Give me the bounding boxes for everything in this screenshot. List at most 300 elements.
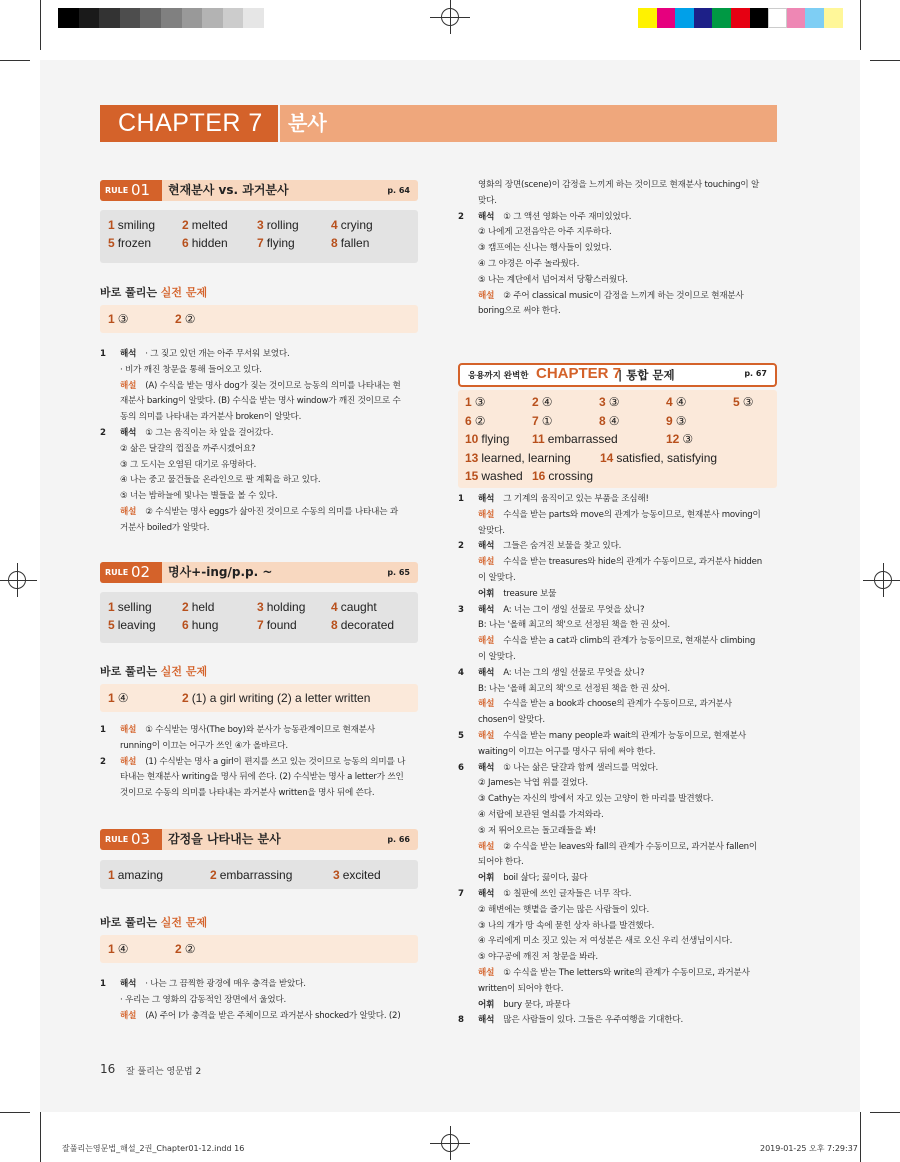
line-text	[478, 824, 596, 839]
integrated-answer-box	[458, 390, 777, 488]
line-body: running이 이끄는 어구가 쓰인 ④가 올바르다.	[120, 740, 288, 751]
answer-text: ③	[742, 395, 754, 409]
line-tag: 해석	[478, 889, 495, 899]
answer-number: 2	[182, 691, 189, 705]
answer-number: 10	[465, 432, 479, 446]
line-text	[478, 225, 612, 240]
answer-text: washed	[481, 469, 523, 483]
answer-text: ④	[541, 395, 553, 409]
practice-answer-box	[100, 305, 418, 333]
line-body: A: 너는 그이 생일 선물로 무엇을 샀니?	[503, 604, 645, 615]
answer-number: 4	[331, 218, 338, 232]
line-text	[120, 379, 401, 394]
line-text	[120, 473, 320, 488]
answer-number: 5	[733, 395, 740, 409]
line-text	[120, 786, 374, 801]
line-text	[478, 871, 587, 886]
answer-item	[182, 598, 214, 616]
line-text	[120, 410, 301, 425]
practice-heading-highlight: 실전 문제	[160, 286, 208, 299]
line-body: · 비가 깨진 창문을 통해 들어오고 있다.	[120, 364, 262, 375]
line-text	[120, 977, 306, 992]
line-tag: 해석	[478, 494, 495, 504]
answer-item	[108, 598, 152, 616]
crop-mark	[860, 0, 861, 50]
answer-text: selling	[117, 600, 152, 614]
practice-answer	[175, 940, 195, 958]
answer-number: 9	[666, 413, 673, 428]
line-tag: 해석	[478, 541, 495, 552]
answer-text: flying	[481, 432, 510, 446]
answer-item	[182, 234, 228, 252]
line-body: A: 너는 그의 생일 선물로 무엇을 샀니?	[503, 667, 645, 678]
line-body: 맞다.	[478, 195, 497, 206]
line-body: 재분사 barking이 알맞다. (B) 수식을 받는 명사 window가 깨진 것이므로 수	[120, 396, 401, 407]
line-text	[478, 697, 732, 712]
answer-text: found	[266, 618, 297, 632]
line-tag: 해설	[120, 756, 137, 767]
line-text	[478, 571, 515, 586]
line-text	[478, 539, 621, 554]
item-number: 3	[458, 604, 464, 615]
answer-number: 11	[532, 432, 545, 446]
answer-number: 1	[108, 691, 115, 705]
answer-number: 12	[666, 432, 680, 446]
line-body: (A) 주어 I가 충격을 받은 주체이므로 과거분사 shocked가 알맞다. (2)	[145, 1010, 401, 1021]
line-body: ① 그 액션 영화는 아주 재미있었다.	[503, 211, 632, 222]
gray-swatch	[140, 8, 161, 28]
line-body: ① 칠판에 쓰인 글자들은 너무 작다.	[503, 889, 632, 899]
answer-number: 1	[108, 218, 115, 232]
rule-tag-label: RULE	[105, 186, 129, 195]
gray-swatch	[58, 8, 79, 28]
line-text	[478, 178, 759, 193]
answer-item	[331, 234, 369, 252]
gray-swatch	[223, 8, 244, 28]
item-number: 5	[458, 731, 464, 741]
answer-number: 1	[108, 868, 115, 882]
answer-text: held	[191, 600, 215, 614]
line-tag: 해석	[120, 428, 137, 438]
line-body: ③ 나의 개가 땅 속에 묻힌 상자 하나를 발견했다.	[478, 920, 655, 931]
line-body: ⑤ 저 뛰어오르는 돌고래들을 봐!	[478, 825, 597, 836]
line-tag: 해석	[478, 667, 495, 678]
line-body: ⑤ 나는 계단에서 넘어져서 당황스러웠다.	[478, 274, 628, 285]
integrated-chapter: CHAPTER 7	[536, 365, 622, 382]
line-text	[120, 521, 209, 536]
answer-number: 7	[532, 413, 539, 428]
answer-item	[257, 234, 295, 252]
line-tag: 해설	[478, 557, 495, 568]
line-body: ② James는 낙엽 위를 걸었다.	[478, 778, 588, 789]
color-swatch	[768, 8, 787, 28]
answer-number: 2	[182, 218, 189, 232]
answer-item	[257, 616, 297, 634]
answer-number: 1	[108, 312, 115, 326]
rule-page-ref: p. 66	[387, 835, 410, 844]
line-body: (1) 수식받는 명사 a girl이 편지를 쓰고 있는 것이므로 능동의 의미를 나	[145, 756, 406, 767]
color-swatch	[638, 8, 657, 28]
answer-item	[257, 598, 305, 616]
item-number: 7	[458, 889, 464, 899]
answer-text: hung	[191, 618, 219, 632]
answer-item	[331, 616, 394, 634]
line-text	[478, 729, 746, 744]
registration-line	[430, 1143, 470, 1144]
answer-item	[108, 234, 151, 252]
line-text	[478, 998, 570, 1013]
line-tag: 해설	[478, 731, 495, 741]
line-body: 많은 사람들이 있다. 그들은 우주여행을 기대한다.	[503, 1015, 683, 1026]
rule-number: 01	[131, 181, 151, 199]
practice-heading	[100, 284, 207, 300]
crop-mark	[870, 60, 900, 61]
line-body: ① 수식받는 명사(The boy)와 분사가 능동관계이므로 현재분사	[145, 725, 375, 735]
answer-text: embarrassed	[547, 432, 618, 446]
answer-number: 3	[257, 218, 264, 232]
answer-text: ②	[474, 413, 486, 428]
integrated-answer	[465, 449, 571, 467]
practice-heading	[100, 914, 207, 930]
line-text	[478, 840, 757, 855]
line-text	[478, 634, 755, 649]
line-body: ④ 서랍에 보관된 열쇠를 가져와라.	[478, 810, 604, 820]
integrated-answer	[532, 412, 552, 430]
line-text	[478, 903, 649, 918]
line-body: 수식을 받는 a cat과 climb의 관계가 능동이므로, 현재분사 climbing	[503, 636, 756, 647]
answer-text: ③	[474, 395, 486, 409]
integrated-page: p. 67	[744, 369, 767, 378]
answer-text: fallen	[340, 236, 370, 250]
answer-text: ④	[675, 395, 687, 409]
answer-text: ④	[117, 942, 129, 956]
line-body: 것이므로 수동의 의미를 나타내는 과거분사 written을 명사 뒤에 쓴다.	[120, 788, 375, 799]
answer-text: ①	[541, 413, 553, 428]
line-body: bury 묻다, 파묻다	[503, 999, 571, 1010]
item-number: 1	[100, 979, 106, 989]
answer-item	[108, 866, 163, 884]
line-text	[478, 792, 713, 807]
crop-mark	[0, 60, 30, 61]
line-body: 거분사 boiled가 알맞다.	[120, 522, 210, 533]
line-tag: 해설	[478, 290, 495, 301]
crop-mark	[870, 1112, 900, 1113]
line-body: ② 수식을 받는 leaves와 fall의 관계가 수동이므로, 과거분사 fallen이	[503, 841, 757, 852]
answer-item	[333, 866, 381, 884]
line-text	[120, 442, 255, 457]
answer-number: 8	[331, 618, 338, 632]
item-number: 2	[458, 211, 464, 222]
line-tag: 해설	[478, 699, 495, 710]
answer-text: crossing	[548, 469, 594, 483]
line-tag: 해설	[120, 1010, 137, 1021]
gray-swatch	[120, 8, 141, 28]
integrated-title: | 통합 문제	[618, 368, 675, 382]
color-swatch	[675, 8, 694, 28]
answer-number: 16	[532, 469, 546, 483]
color-swatch	[787, 8, 806, 28]
line-body: treasure 보물	[503, 588, 557, 599]
answer-text: satisfied, satisfying	[616, 450, 718, 465]
line-text	[478, 618, 670, 633]
line-tag: 해설	[478, 968, 495, 978]
line-text	[478, 650, 515, 665]
integrated-answer	[465, 430, 509, 448]
answer-text: ③	[117, 312, 129, 326]
line-tag: 해석	[478, 1015, 495, 1026]
color-swatch	[694, 8, 713, 28]
rule-title: 현재분사 vs. 과거분사	[168, 183, 289, 197]
line-text	[478, 555, 762, 570]
line-text	[478, 257, 579, 272]
line-tag: 해설	[478, 509, 495, 520]
answer-text: flying	[266, 236, 295, 250]
line-body: ④ 나는 중고 물건들을 온라인으로 팔 계획을 하고 있다.	[120, 475, 321, 486]
line-body: ④ 우리에게 미소 짓고 있는 저 여성분은 새로 오신 우리 선생님이시다.	[478, 936, 733, 947]
line-tag: 어휘	[478, 873, 495, 884]
rule-page-ref: p. 64	[387, 186, 410, 195]
line-tag: 해설	[120, 380, 137, 391]
line-text	[120, 363, 262, 378]
gray-swatch	[243, 8, 264, 28]
answer-text: ②	[184, 942, 196, 956]
answer-box	[100, 860, 418, 889]
line-body: ⑤ 야구공에 깨진 저 창문을 봐라.	[478, 952, 598, 963]
line-body: 수식을 받는 parts와 move의 관계가 능동이므로, 현재분사 moving이	[503, 509, 761, 520]
line-tag: 해설	[478, 636, 495, 647]
line-body: 영화의 장면(scene)이 감정을 느끼게 하는 것이므로 현재분사 touching이 알	[478, 180, 760, 190]
integrated-answer	[666, 412, 686, 430]
registration-line	[863, 580, 900, 581]
rule-tag-label: RULE	[105, 835, 129, 844]
color-swatch	[657, 8, 676, 28]
rule-header	[100, 829, 418, 850]
line-text	[478, 745, 655, 760]
line-body: ② 나에게 고전음악은 아주 지루하다.	[478, 227, 612, 238]
answer-text: ③	[682, 432, 694, 446]
answer-text: crying	[340, 218, 373, 232]
answer-item	[182, 216, 228, 234]
line-body: ① 나는 삶은 달걀과 함께 샐러드를 먹었다.	[503, 762, 659, 773]
answer-number: 6	[465, 413, 472, 428]
line-tag: 해석	[120, 349, 137, 359]
integrated-answer	[532, 430, 618, 448]
line-text	[478, 966, 750, 981]
answer-item	[108, 616, 156, 634]
line-text	[478, 273, 628, 288]
line-text	[478, 950, 598, 965]
line-body: B: 나는 '올해 최고의 책'으로 선정된 책을 한 권 샀어.	[478, 620, 670, 631]
line-text	[120, 426, 273, 441]
chapter-title: 분사	[280, 105, 777, 142]
answer-number: 4	[331, 600, 338, 614]
line-body: ③ 그 도시는 오염된 대기로 유명하다.	[120, 459, 257, 470]
answer-text: hidden	[191, 236, 228, 250]
answer-text: melted	[191, 218, 228, 232]
integrated-answer	[532, 467, 593, 485]
line-tag: 해설	[120, 725, 137, 735]
line-text	[478, 508, 761, 523]
line-text	[478, 934, 732, 949]
line-tag: 어휘	[478, 999, 495, 1010]
rule-tag-label: RULE	[105, 568, 129, 577]
answer-text: embarrassing	[219, 868, 293, 882]
color-swatch	[750, 8, 769, 28]
line-text	[120, 723, 375, 738]
gray-swatch	[202, 8, 223, 28]
answer-item	[257, 216, 299, 234]
line-text	[120, 505, 398, 520]
line-text	[478, 1013, 683, 1028]
answer-number: 8	[599, 413, 606, 428]
line-body: 수식을 받는 many people과 wait의 관계가 능동이므로, 현재분사	[503, 731, 746, 741]
integrated-answer	[733, 393, 753, 411]
line-text	[120, 993, 286, 1008]
line-text	[478, 682, 670, 697]
registration-line	[430, 17, 470, 18]
answer-text: ③	[675, 413, 687, 428]
answer-text: rolling	[266, 218, 299, 232]
line-text	[478, 761, 658, 776]
answer-number: 2	[175, 312, 182, 326]
line-text	[120, 458, 256, 473]
print-timestamp: 2019-01-25 오후 7:29:37	[760, 1144, 858, 1153]
answer-number: 14	[600, 450, 614, 465]
practice-answer	[108, 940, 128, 958]
book-title: 잘 풀리는 영문법 2	[126, 1067, 202, 1077]
line-body: written이 되어야 한다.	[478, 983, 564, 994]
line-body: ② 삶은 달걀의 껍질을 까주시겠어요?	[120, 443, 256, 454]
answer-text: decorated	[340, 618, 395, 632]
practice-heading-highlight: 실전 문제	[160, 665, 208, 678]
line-body: 동의 의미를 나타내는 과거분사 broken이 알맞다.	[120, 412, 302, 423]
answer-number: 2	[210, 868, 217, 882]
crop-mark	[40, 0, 41, 50]
answer-text: leaving	[117, 618, 156, 632]
line-tag: 해석	[478, 604, 495, 615]
answer-number: 8	[331, 236, 338, 250]
answer-number: 1	[108, 942, 115, 956]
answer-number: 5	[108, 236, 115, 250]
rule-number: 02	[131, 563, 151, 581]
line-text	[478, 919, 654, 934]
practice-heading-prefix: 바로 풀리는	[100, 665, 161, 678]
item-number: 1	[100, 725, 106, 735]
answer-text: ②	[184, 312, 196, 326]
practice-answer	[108, 689, 128, 707]
integrated-answer	[599, 393, 619, 411]
crop-mark	[40, 1112, 41, 1162]
line-tag: 해설	[120, 507, 137, 517]
line-tag: 어휘	[478, 588, 495, 599]
item-number: 8	[458, 1015, 464, 1026]
rule-title: 명사+-ing/p.p. ~	[168, 565, 273, 579]
line-text	[120, 755, 405, 770]
practice-heading-prefix: 바로 풀리는	[100, 286, 161, 299]
line-tag: 해석	[478, 211, 495, 222]
integrated-answer	[666, 430, 693, 448]
line-text	[478, 982, 563, 997]
line-body: 수식을 받는 a book과 choose의 관계가 수동이므로, 과거분사	[503, 699, 732, 710]
line-text	[478, 808, 603, 823]
practice-answer	[182, 689, 370, 707]
line-text	[120, 489, 277, 504]
line-text	[478, 194, 497, 209]
answer-text: excited	[342, 868, 381, 882]
answer-text: caught	[340, 600, 377, 614]
answer-number: 5	[108, 618, 115, 632]
answer-number: 15	[465, 469, 479, 483]
answer-text: ④	[117, 691, 129, 705]
line-body: boil 삶다; 끓이다, 끓다	[503, 873, 588, 884]
line-body: 이 알맞다.	[478, 652, 516, 662]
answer-number: 4	[666, 395, 673, 409]
line-text	[120, 347, 290, 362]
practice-heading-prefix: 바로 풀리는	[100, 916, 161, 929]
line-text	[478, 304, 561, 319]
answer-item	[210, 866, 292, 884]
line-text	[478, 603, 644, 618]
integrated-answer	[465, 393, 485, 411]
item-number: 4	[458, 667, 464, 678]
line-body: 그 기계의 움직이고 있는 부품을 조심해!	[503, 494, 649, 504]
line-body: chosen이 알맞다.	[478, 715, 545, 726]
answer-item	[331, 216, 373, 234]
answer-number: 6	[182, 236, 189, 250]
answer-number: 7	[257, 236, 264, 250]
line-text	[478, 855, 524, 870]
crop-mark	[860, 1112, 861, 1162]
rule-header	[100, 180, 418, 201]
answer-number: 2	[182, 600, 189, 614]
line-body: ② 주어 classical music이 감정을 느끼게 하는 것이므로 현재분사	[503, 290, 744, 301]
answer-box	[100, 210, 418, 263]
integrated-answer	[600, 449, 717, 467]
answer-item	[108, 216, 155, 234]
item-number: 2	[458, 541, 464, 552]
answer-number: 2	[532, 395, 539, 409]
color-swatch	[824, 8, 843, 28]
item-number: 1	[100, 349, 106, 359]
answer-number: 1	[465, 395, 472, 409]
rule-header	[100, 562, 418, 583]
practice-answer	[175, 310, 195, 328]
item-number: 2	[100, 756, 106, 767]
registration-line	[0, 580, 37, 581]
line-tag: 해설	[478, 841, 495, 852]
line-tag: 해석	[478, 762, 495, 773]
integrated-answer	[465, 467, 523, 485]
line-text	[478, 713, 545, 728]
line-body: ② 해변에는 햇볕을 즐기는 많은 사람들이 있다.	[478, 904, 650, 915]
color-swatch	[731, 8, 750, 28]
answer-number: 1	[108, 600, 115, 614]
answer-number: 7	[257, 618, 264, 632]
integrated-header	[458, 363, 777, 387]
answer-number: 6	[182, 618, 189, 632]
rule-number: 03	[131, 830, 151, 848]
line-body: ③ Cathy는 자신의 방에서 자고 있는 고양이 한 마리를 발견했다.	[478, 794, 714, 805]
answer-item	[182, 616, 218, 634]
answer-text: ③	[608, 395, 620, 409]
answer-text: frozen	[117, 236, 152, 250]
color-swatch	[712, 8, 731, 28]
item-number: 6	[458, 762, 464, 773]
line-body: · 나는 그 끔찍한 광경에 매우 충격을 받았다.	[145, 979, 306, 989]
line-text	[478, 289, 744, 304]
line-body: · 우리는 그 영화의 감동적인 장면에서 울었다.	[120, 994, 287, 1005]
line-body: B: 나는 '올해 최고의 책'으로 선정된 책을 한 권 샀어.	[478, 683, 670, 694]
